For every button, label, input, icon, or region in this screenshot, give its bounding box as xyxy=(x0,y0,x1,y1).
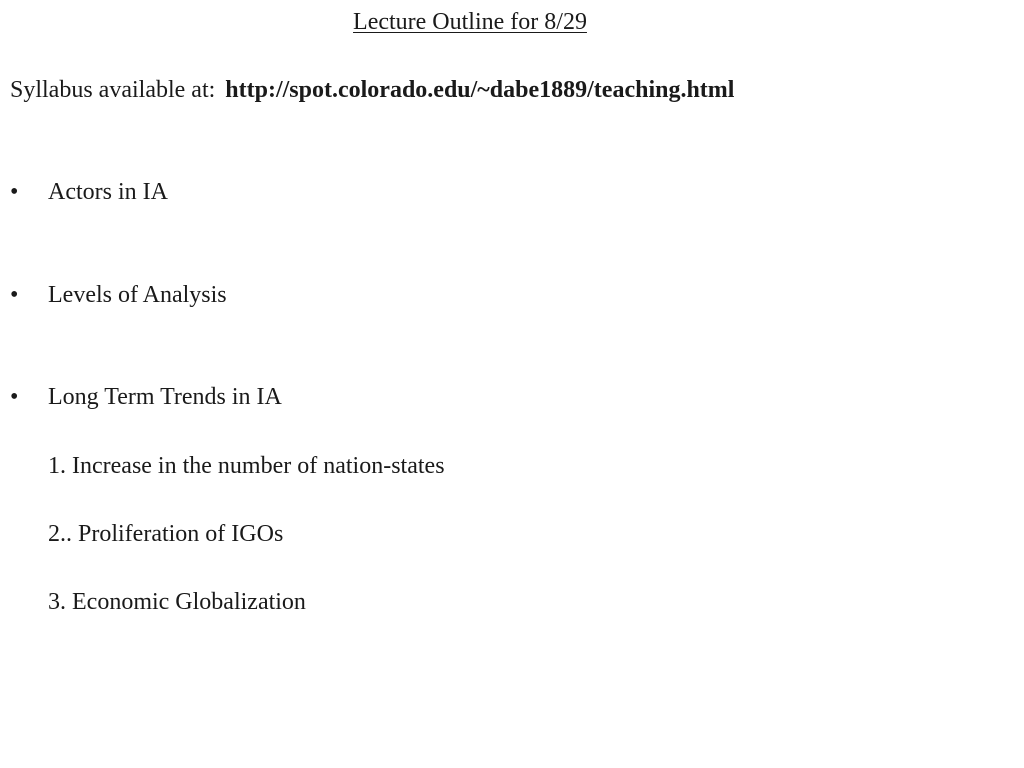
trend-item-1: 1. Increase in the number of nation-states xyxy=(48,453,445,479)
syllabus-label: Syllabus available at: xyxy=(10,77,216,103)
bullet-levels xyxy=(10,282,227,309)
bullet-text: Long Term Trends in IA xyxy=(48,384,282,410)
trend-item-3: 3. Economic Globalization xyxy=(48,589,306,615)
bullet-marker: • xyxy=(10,384,19,410)
syllabus-line xyxy=(10,77,734,104)
bullet-text: Levels of Analysis xyxy=(48,282,227,308)
bullet-marker: • xyxy=(10,179,19,205)
slide-title: Lecture Outline for 8/29 xyxy=(353,9,587,35)
bullet-marker: • xyxy=(10,282,19,308)
trend-item-2: 2.. Proliferation of IGOs xyxy=(48,521,284,547)
syllabus-url: http://spot.colorado.edu/~dabe1889/teaching.html xyxy=(225,77,735,103)
bullet-actors xyxy=(10,179,168,206)
bullet-trends xyxy=(10,384,282,411)
bullet-text: Actors in IA xyxy=(48,179,168,205)
